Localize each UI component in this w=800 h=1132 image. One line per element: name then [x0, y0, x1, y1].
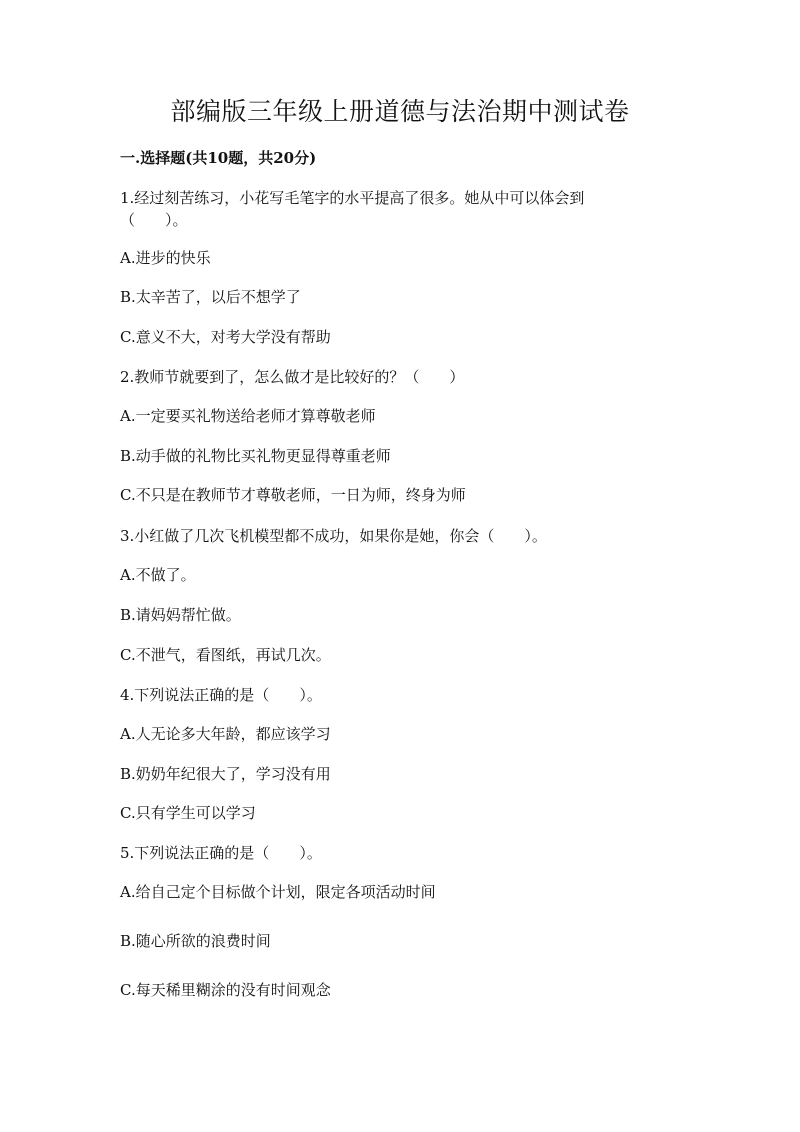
question-stem: 3.小红做了几次飞机模型都不成功，如果你是她，你会（ ）。: [120, 527, 547, 545]
question-stem: 2.教师节就要到了，怎么做才是比较好的？（ ）: [120, 368, 465, 386]
option-c: C.意义不大，对考大学没有帮助: [120, 328, 331, 346]
question-stem-continued: （ ）。: [120, 211, 188, 229]
question-stem: 4.下列说法正确的是（ ）。: [120, 686, 322, 704]
option-b: B.动手做的礼物比买礼物更显得尊重老师: [120, 447, 391, 465]
option-a: A.一定要买礼物送给老师才算尊敬老师: [120, 407, 376, 425]
option-c: C.不只是在教师节才尊敬老师，一日为师，终身为师: [120, 486, 466, 504]
option-a: A.人无论多大年龄，都应该学习: [120, 725, 331, 743]
option-b: B.奶奶年纪很大了，学习没有用: [120, 765, 331, 783]
section-heading: 一.选择题(共10题，共20分): [120, 149, 317, 167]
option-a: A.给自己定个目标做个计划，限定各项活动时间: [120, 883, 436, 901]
option-a: A.进步的快乐: [120, 249, 211, 267]
option-b: B.随心所欲的浪费时间: [120, 932, 271, 950]
option-c: C.每天稀里糊涂的没有时间观念: [120, 981, 331, 999]
question-stem: 5.下列说法正确的是（ ）。: [120, 844, 322, 862]
option-b: B.请妈妈帮忙做。: [120, 606, 241, 624]
option-b: B.太辛苦了，以后不想学了: [120, 288, 301, 306]
page-title: 部编版三年级上册道德与法治期中测试卷: [170, 97, 630, 126]
option-c: C.不泄气，看图纸，再试几次。: [120, 646, 331, 664]
option-c: C.只有学生可以学习: [120, 804, 256, 822]
question-stem: 1.经过刻苦练习，小花写毛笔字的水平提高了很多。她从中可以体会到: [120, 189, 585, 207]
option-a: A.不做了。: [120, 566, 196, 584]
